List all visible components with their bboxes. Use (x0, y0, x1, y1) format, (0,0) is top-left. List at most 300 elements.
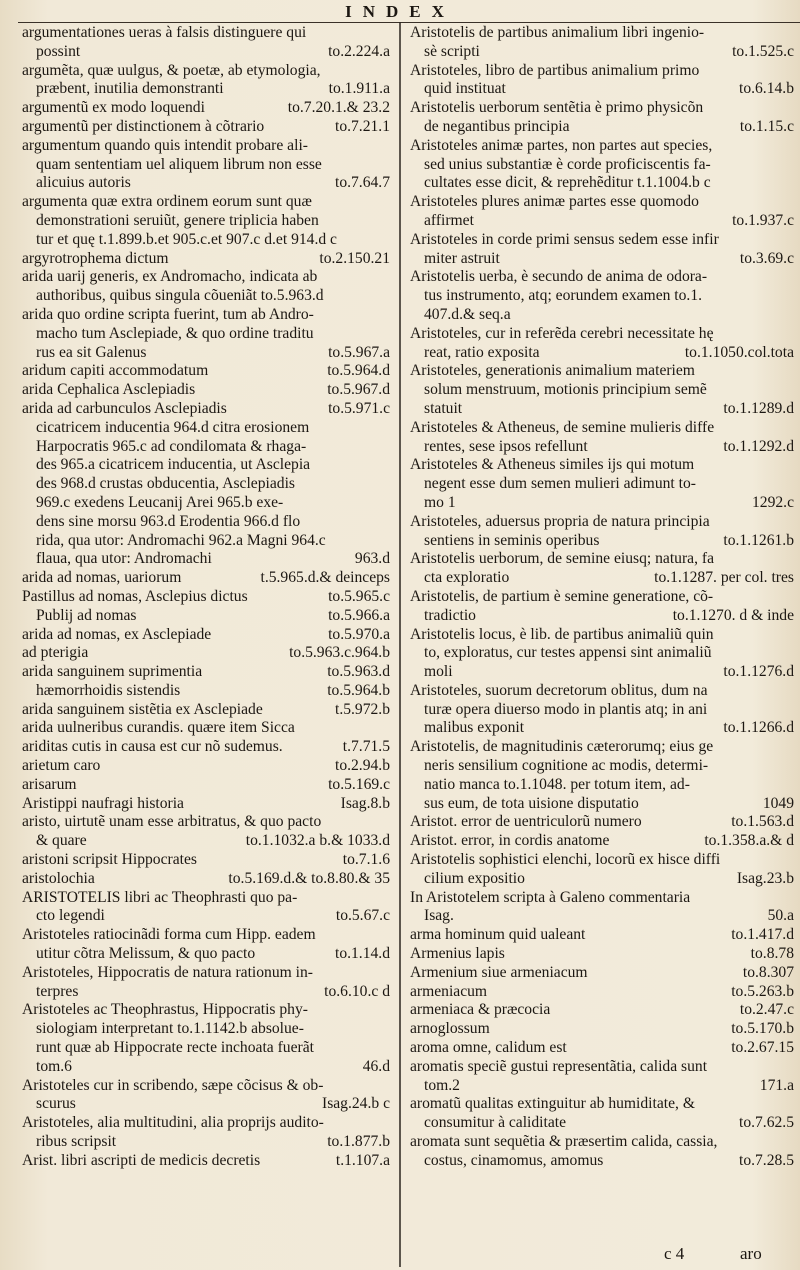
index-entry-text: argumentũ per distinctionem à cõtrario (22, 117, 265, 135)
index-entry-text: affirmet (424, 211, 474, 229)
index-entry-text: Aristoteles, aduersus propria de natura principia (410, 512, 710, 530)
index-entry-text: Aristoteles, libro de partibus animalium primo (410, 61, 700, 79)
index-entry-text: flaua, qua utor: Andromachi (36, 550, 212, 568)
index-entry-text: Aristotelis de partibus animalium libri ingenio- (410, 24, 705, 41)
index-line (410, 795, 798, 814)
index-entry-text: malibus exponit (424, 719, 525, 737)
index-line (410, 419, 798, 438)
index-entry-reference: to.7.62.5 (738, 1114, 794, 1132)
index-entry-text: Aristoteles in corde primi sensus sedem esse infir (410, 230, 719, 248)
index-entry-text: possint (36, 42, 81, 60)
index-line (410, 776, 798, 795)
index-line (22, 889, 394, 908)
index-entry-text: sè scripti (424, 42, 480, 60)
index-line (22, 400, 394, 419)
index-line (410, 287, 798, 306)
index-entry-text: argumenta quæ extra ordinem eorum sunt quæ (22, 193, 312, 211)
index-entry-text: des 968.d crustas obducentia, Asclepiadis (36, 475, 295, 493)
index-entry-text: authoribus, quibus singula cõueniãt to.5.963.d (36, 287, 324, 305)
index-line (22, 438, 394, 457)
index-line (22, 306, 394, 325)
index-entry-text: aromatũ qualitas extinguitur ab humiditate, & (410, 1095, 695, 1113)
index-entry-reference: to.5.963.d (327, 663, 390, 681)
index-line (22, 43, 394, 62)
index-line (410, 1077, 798, 1096)
index-entry-text: argumentũ ex modo loquendi (22, 99, 205, 117)
index-line (22, 381, 394, 400)
index-entry-reference: to.2.224.a (328, 42, 390, 60)
index-entry-text: quid instituat (424, 80, 506, 98)
index-line (22, 419, 394, 438)
index-line (22, 945, 394, 964)
index-line (22, 832, 394, 851)
index-line (410, 626, 798, 645)
index-entry-reference: to.5.966.a (328, 606, 390, 624)
index-entry-text: 407.d.& seq.a (424, 305, 511, 323)
index-entry-reference: to.1.1276.d (723, 663, 794, 681)
index-entry-reference: t.7.71.5 (342, 738, 390, 756)
index-entry-text: macho tum Asclepiade, & quo ordine traditu (36, 324, 314, 342)
index-entry-reference: to.2.150.21 (319, 249, 390, 267)
index-line (410, 43, 798, 62)
index-entry-reference: to.1.1266.d (723, 719, 794, 737)
index-line (22, 212, 394, 231)
index-line (410, 870, 798, 889)
index-entry-reference: to.5.971.c (328, 399, 390, 417)
index-entry-text: Aristippi naufragi historia (22, 794, 184, 812)
index-entry-text: ribus scripsit (36, 1133, 117, 1151)
index-line (410, 400, 798, 419)
index-line (22, 776, 394, 795)
index-entry-reference: to.1.14.d (334, 945, 390, 963)
index-entry-text: arida sanguinem sistẽtia ex Asclepiade (22, 700, 263, 718)
index-line (22, 682, 394, 701)
index-entry-text: cultates esse dicit, & reprehẽditur t.1.1004.b c (424, 174, 711, 192)
index-line (410, 983, 798, 1002)
index-line (410, 569, 798, 588)
index-entry-text: sentiens in seminis operibus (424, 531, 600, 549)
index-entry-reference: to.1.358.a.& d (704, 832, 794, 850)
index-entry-reference: to.1.1050.col.tota (684, 343, 794, 361)
index-entry-text: costus, cinamomus, amomus (424, 1151, 604, 1169)
index-entry-reference: 171.a (759, 1076, 794, 1094)
index-entry-text: arida ad nomas, ex Asclepiade (22, 625, 212, 643)
index-entry-text: cilium expositio (424, 869, 525, 887)
index-entry-text: tom.2 (424, 1076, 460, 1094)
index-entry-text: aroma omne, calidum est (410, 1039, 567, 1057)
index-line (22, 738, 394, 757)
index-line (410, 550, 798, 569)
index-line (410, 438, 798, 457)
index-line (22, 513, 394, 532)
index-entry-text: arida ad nomas, uariorum (22, 569, 182, 587)
index-line (410, 719, 798, 738)
index-entry-reference: 46.d (362, 1057, 390, 1075)
index-entry-reference: to.5.169.c (328, 775, 390, 793)
index-line (22, 268, 394, 287)
index-line (22, 344, 394, 363)
index-entry-text: aridum capiti accommodatum (22, 362, 209, 380)
index-line (22, 287, 394, 306)
index-entry-text: rus ea sit Galenus (36, 343, 147, 361)
index-line (410, 381, 798, 400)
index-entry-text: Aristoteles, Hippocratis de natura rationum in- (22, 963, 314, 981)
index-entry-text: hæmorrhoidis sistendis (36, 681, 181, 699)
right-column (410, 24, 798, 1171)
index-line (410, 1020, 798, 1039)
index-entry-reference: to.6.10.c d (324, 982, 390, 1000)
index-line (410, 607, 798, 626)
index-line (22, 926, 394, 945)
index-line (22, 494, 394, 513)
index-line (22, 1133, 394, 1152)
index-entry-reference: to.1.1289.d (723, 399, 794, 417)
index-entry-text: argumentationes ueras à falsis distinguere qui (22, 24, 307, 41)
running-head: INDEX (345, 2, 455, 21)
index-entry-text: 969.c exedens Leucanij Arei 965.b exe- (36, 493, 284, 511)
index-line (410, 212, 798, 231)
index-line (410, 964, 798, 983)
index-entry-reference: to.5.967.a (328, 343, 390, 361)
index-entry-reference: to.1.911.a (328, 80, 390, 98)
column-divider (399, 22, 401, 1267)
index-line (410, 926, 798, 945)
index-entry-text: arida uulneribus curandis. quære item Sicca (22, 719, 295, 737)
index-entry-reference: Isag.8.b (340, 794, 390, 812)
index-entry-reference: to.5.965.c (328, 587, 390, 605)
left-column (22, 24, 394, 1171)
index-entry-text: Armenium siue armeniacum (410, 963, 588, 981)
index-entry-text: Aristotelis, de partium è semine generatione, cõ- (410, 587, 714, 605)
index-line (22, 1152, 394, 1171)
index-entry-text: Pastillus ad nomas, Asclepius dictus (22, 587, 248, 605)
index-entry-text: aristoni scripsit Hippocrates (22, 851, 197, 869)
index-entry-text: argyrotrophema dictum (22, 249, 169, 267)
index-line (22, 475, 394, 494)
index-entry-reference: 1292.c (751, 493, 794, 511)
index-line (22, 250, 394, 269)
index-line (410, 1039, 798, 1058)
index-line (410, 325, 798, 344)
index-line (22, 607, 394, 626)
index-line (410, 99, 798, 118)
index-line (410, 738, 798, 757)
index-entry-text: Aristoteles, alia multitudini, alia proprijs audito- (22, 1114, 324, 1132)
index-entry-text: Aristotelis locus, è lib. de partibus animaliũ quin (410, 625, 714, 643)
index-entry-text: runt quæ ab Hippocrate recte inchoata fuerãt (36, 1039, 314, 1057)
index-line (410, 907, 798, 926)
index-entry-text: cta exploratio (424, 569, 510, 587)
index-line (410, 156, 798, 175)
index-entry-reference: to.7.20.1.& 23.2 (287, 99, 390, 117)
index-line (410, 663, 798, 682)
index-line (22, 24, 394, 43)
index-entry-text: utitur cõtra Melissum, & quo pacto (36, 945, 256, 963)
index-line (410, 250, 798, 269)
index-line (410, 362, 798, 381)
index-line (22, 193, 394, 212)
index-entry-text: sed unius substantiæ è corde proficiscentis fa- (424, 155, 711, 173)
index-line (22, 795, 394, 814)
index-entry-text: to, exploratus, cur testes appensi sint animaliũ (424, 644, 712, 662)
index-entry-text: miter astruit (424, 249, 500, 267)
index-line (410, 1114, 798, 1133)
index-entry-text: reat, ratio exposita (424, 343, 540, 361)
index-entry-text: Publij ad nomas (36, 606, 137, 624)
index-entry-reference: t.5.965.d.& deinceps (260, 569, 390, 587)
index-entry-text: cicatricem inducentia 964.d citra erosionem (36, 418, 310, 436)
index-entry-reference: to.6.14.b (738, 80, 794, 98)
index-entry-text: tom.6 (36, 1057, 72, 1075)
index-line (410, 1058, 798, 1077)
index-entry-reference: Isag.23.b (736, 869, 794, 887)
index-line (22, 1114, 394, 1133)
index-line (22, 62, 394, 81)
index-entry-text: præbent, inutilia demonstranti (36, 80, 224, 98)
index-entry-text: dens sine morsu 963.d Erodentia 966.d flo (36, 512, 301, 530)
index-entry-text: Aristoteles & Atheneus similes ijs qui motum (410, 456, 695, 474)
index-line (22, 907, 394, 926)
index-entry-reference: to.7.1.6 (342, 851, 390, 869)
index-line (22, 1077, 394, 1096)
index-line (22, 626, 394, 645)
index-line (410, 1133, 798, 1152)
index-entry-reference: to.7.64.7 (334, 174, 390, 192)
index-line (22, 663, 394, 682)
index-entry-reference: to.5.963.c.964.b (289, 644, 390, 662)
index-line (22, 1039, 394, 1058)
index-entry-text: Aristotelis uerborum, de semine eiusq; natura, fa (410, 550, 714, 568)
index-line (22, 964, 394, 983)
index-entry-text: Aristoteles cur in scribendo, sæpe cõcisus & ob- (22, 1076, 324, 1094)
index-entry-text: alicuius autoris (36, 174, 131, 192)
index-entry-text: aromatis speciẽ gustui representãtia, calida sunt (410, 1057, 708, 1075)
index-entry-text: Arist. libri ascripti de medicis decretis (22, 1151, 261, 1169)
index-line (22, 1001, 394, 1020)
index-entry-reference: to.5.170.b (731, 1020, 794, 1038)
index-entry-reference: to.1.937.c (732, 211, 794, 229)
index-entry-reference: t.5.972.b (334, 700, 390, 718)
index-entry-text: Aristoteles & Atheneus, de semine mulieris diffe (410, 418, 715, 436)
index-entry-text: rida, qua utor: Andromachi 962.a Magni 964.c (36, 531, 326, 549)
index-line (410, 644, 798, 663)
index-entry-text: arida uarij generis, ex Andromacho, indicata ab (22, 268, 318, 286)
index-entry-text: argumentum quando quis intendit probare ali- (22, 136, 308, 154)
index-entry-reference: to.1.1292.d (723, 437, 794, 455)
index-entry-text: arida ad carbunculos Asclepiadis (22, 399, 227, 417)
index-line (22, 1058, 394, 1077)
index-line (22, 701, 394, 720)
index-entry-reference: to.5.967.d (327, 381, 390, 399)
index-line (22, 156, 394, 175)
index-line (22, 719, 394, 738)
index-entry-text: arida Cephalica Asclepiadis (22, 381, 196, 399)
index-entry-text: Aristoteles ac Theophrastus, Hippocratis phy- (22, 1001, 308, 1019)
index-line (22, 870, 394, 889)
index-entry-reference: to.1.1261.b (723, 531, 794, 549)
index-entry-text: In Aristotelem scripta à Galeno commentaria (410, 888, 691, 906)
index-line (410, 62, 798, 81)
page-footer (0, 1244, 800, 1268)
index-line (410, 813, 798, 832)
index-line (22, 757, 394, 776)
index-line (410, 532, 798, 551)
index-line (22, 588, 394, 607)
index-entry-reference: to.1.525.c (732, 42, 794, 60)
index-entry-text: de negantibus principia (424, 117, 570, 135)
catchword: aro (740, 1244, 762, 1263)
index-entry-text: des 965.a cicatricem inducentia, ut Asclepia (36, 456, 311, 474)
index-line (22, 983, 394, 1002)
index-entry-reference: to.7.21.1 (334, 117, 390, 135)
index-entry-text: quam sententiam uel aliquem librum non esse (36, 155, 322, 173)
index-entry-text: Aristoteles animæ partes, non partes aut species, (410, 136, 713, 154)
index-entry-text: aristo, uirtutẽ unam esse arbitratus, & quo pacto (22, 813, 322, 831)
index-line (410, 494, 798, 513)
index-entry-reference: to.2.94.b (334, 757, 390, 775)
index-entry-text: arietum caro (22, 757, 101, 775)
index-entry-text: Aristot. error, in cordis anatome (410, 832, 610, 850)
index-line (410, 832, 798, 851)
index-entry-reference: Isag.24.b c (322, 1095, 390, 1113)
index-entry-text: rentes, sese ipsos refellunt (424, 437, 588, 455)
index-entry-text: Aristotelis sophistici elenchi, locorũ ex hisce diffi (410, 851, 721, 869)
index-entry-text: arida quo ordine scripta fuerint, tum ab Andro- (22, 305, 314, 323)
index-line (22, 550, 394, 569)
index-line (410, 701, 798, 720)
index-entry-reference: to.3.69.c (739, 249, 794, 267)
index-entry-text: Armenius lapis (410, 945, 505, 963)
index-entry-text: sus eum, de tota uisione disputatio (424, 794, 639, 812)
index-line (22, 325, 394, 344)
index-entry-text: ARISTOTELIS libri ac Theophrasti quo pa- (22, 888, 298, 906)
index-entry-text: ariditas cutis in causa est cur nõ sudemus. (22, 738, 283, 756)
index-line (410, 475, 798, 494)
index-line (22, 813, 394, 832)
index-entry-reference: to.5.964.b (327, 681, 390, 699)
index-entry-text: cto legendi (36, 907, 105, 925)
index-entry-reference: to.1.1270. d & inde (672, 606, 794, 624)
index-entry-reference: to.2.67.15 (731, 1039, 794, 1057)
index-line (22, 99, 394, 118)
index-entry-text: turæ opera diuerso modo in plantis atq; in ani (424, 700, 708, 718)
index-line (410, 24, 798, 43)
index-line (410, 945, 798, 964)
index-entry-text: ad pterigia (22, 644, 89, 662)
index-entry-text: Isag. (424, 907, 454, 925)
index-entry-text: & quare (36, 832, 87, 850)
index-entry-text: scurus (36, 1095, 76, 1113)
index-entry-text: Aristoteles, suorum decretorum oblitus, dum na (410, 681, 708, 699)
index-line (410, 1095, 798, 1114)
index-entry-text: moli (424, 663, 453, 681)
index-entry-text: Aristoteles ratiocinãdi forma cum Hipp. eadem (22, 926, 316, 944)
index-entry-text: Aristot. error de uentriculorũ numero (410, 813, 642, 831)
index-entry-reference: to.1.877.b (327, 1133, 390, 1151)
index-line (410, 456, 798, 475)
index-entry-reference: to.8.307 (742, 963, 794, 981)
index-line (22, 231, 394, 250)
index-entry-reference: 50.a (767, 907, 794, 925)
index-entry-text: Aristoteles plures animæ partes esse quomodo (410, 193, 699, 211)
index-entry-reference: to.1.563.d (731, 813, 794, 831)
index-entry-text: Harpocratis 965.c ad condilomata & rhaga- (36, 437, 307, 455)
index-entry-reference: to.5.970.a (328, 625, 390, 643)
index-entry-reference: to.1.1032.a b.& 1033.d (245, 832, 390, 850)
index-line (22, 174, 394, 193)
index-entry-text: consumitur à caliditate (424, 1114, 567, 1132)
index-entry-text: siologiam interpretant to.1.1142.b absolue- (36, 1020, 304, 1038)
index-entry-text: demonstrationi seruiũt, genere triplicia haben (36, 211, 319, 229)
index-entry-text: Aristoteles, cur in referẽda cerebri necessitate hę (410, 324, 714, 342)
index-line (410, 80, 798, 99)
index-line (410, 851, 798, 870)
index-entry-text: Aristoteles, generationis animalium materiem (410, 362, 695, 380)
index-entry-text: arida sanguinem suprimentia (22, 663, 203, 681)
index-entry-reference: to.1.417.d (731, 926, 794, 944)
index-line (410, 118, 798, 137)
signature-mark: c 4 (664, 1244, 685, 1263)
index-entry-text: armeniacum (410, 982, 488, 1000)
index-entry-reference: to.1.15.c (739, 117, 794, 135)
index-line (22, 569, 394, 588)
index-entry-text: mo 1 (424, 493, 456, 511)
index-line (22, 532, 394, 551)
index-entry-reference: to.1.1287. per col. tres (654, 569, 794, 587)
index-entry-text: armeniaca & præcocia (410, 1001, 551, 1019)
index-entry-text: statuit (424, 399, 463, 417)
index-entry-reference: to.5.169.d.& to.8.80.& 35 (228, 869, 390, 887)
index-line (22, 80, 394, 99)
index-line (410, 1001, 798, 1020)
index-entry-text: Aristotelis, de magnitudinis cæterorumq; eius ge (410, 738, 714, 756)
index-line (22, 137, 394, 156)
header-rule (18, 22, 800, 23)
index-entry-text: negent esse dum semen mulieri adimunt to- (424, 475, 696, 493)
index-entry-text: aristolochia (22, 869, 95, 887)
index-entry-text: tur et quę t.1.899.b.et 905.c.et 907.c d.et 914.d c (36, 230, 337, 248)
index-line (22, 851, 394, 870)
index-line (410, 757, 798, 776)
index-entry-reference: to.7.28.5 (738, 1151, 794, 1169)
index-entry-reference: 1049 (762, 794, 794, 812)
index-line (410, 682, 798, 701)
index-entry-text: tus instrumento, atq; eorundem examen to.1. (424, 287, 703, 305)
index-line (410, 513, 798, 532)
index-entry-text: natio manca to.1.1048. per totum item, ad- (424, 775, 690, 793)
index-entry-text: arisarum (22, 775, 77, 793)
index-entry-text: aromata sunt sequẽtia & præsertim calida, cassia, (410, 1133, 718, 1151)
index-line (410, 231, 798, 250)
index-line (410, 588, 798, 607)
index-entry-text: tradictio (424, 606, 476, 624)
index-entry-reference: 963.d (354, 550, 390, 568)
index-line (410, 1152, 798, 1171)
index-entry-text: arma hominum quid ualeant (410, 926, 586, 944)
index-entry-reference: to.5.67.c (335, 907, 390, 925)
index-line (22, 456, 394, 475)
index-entry-text: arnoglossum (410, 1020, 490, 1038)
index-line (410, 306, 798, 325)
index-line (22, 1020, 394, 1039)
index-entry-text: neris sensilium cognitione ac modis, determi- (424, 757, 709, 775)
index-line (410, 344, 798, 363)
index-line (22, 362, 394, 381)
index-entry-text: solum menstruum, motionis principium semẽ (424, 381, 707, 399)
index-line (410, 193, 798, 212)
index-entry-text: terpres (36, 982, 79, 1000)
index-line (410, 174, 798, 193)
